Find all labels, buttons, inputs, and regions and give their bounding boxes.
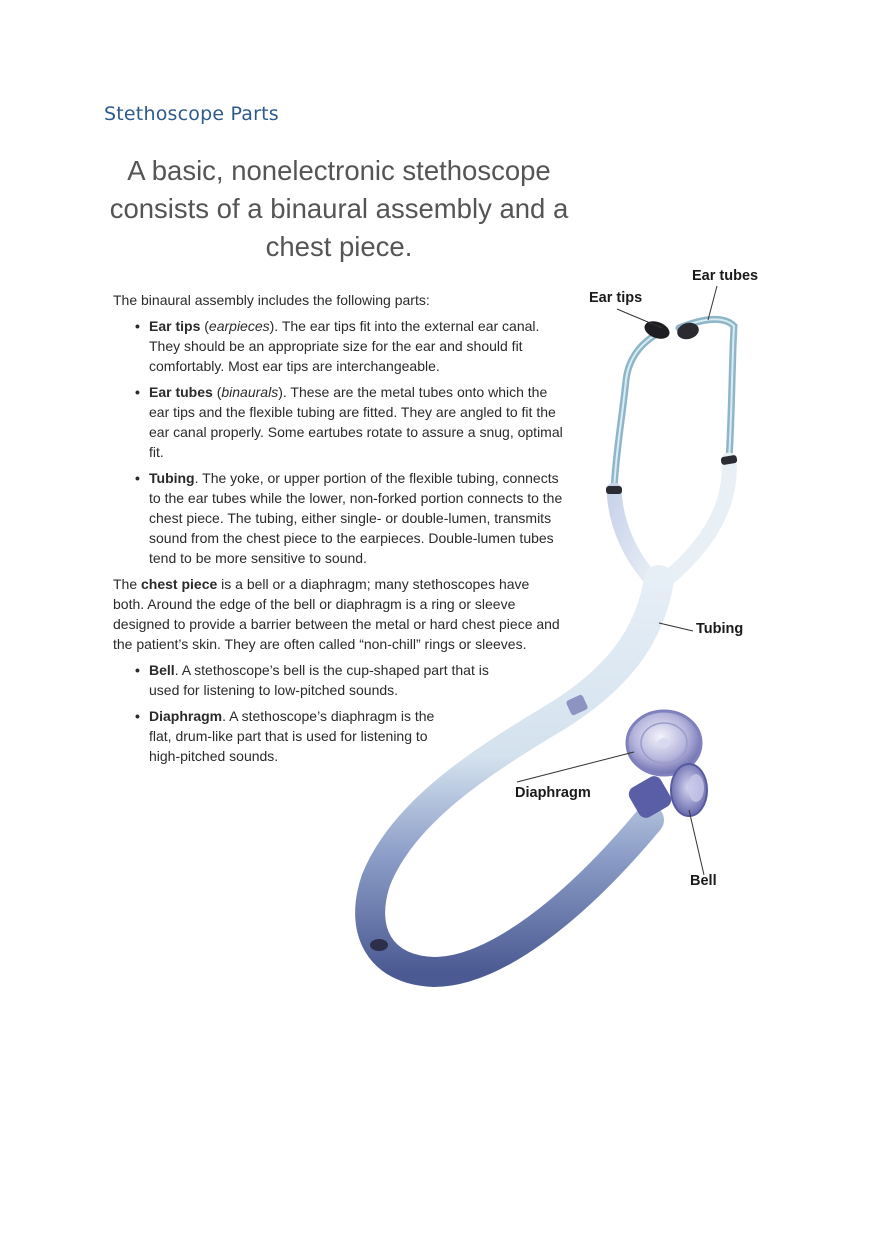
callout-bell: Bell	[690, 873, 717, 889]
figure-body-text	[113, 290, 563, 772]
term: chest piece	[141, 576, 218, 592]
callout-ear-tips: Ear tips	[589, 290, 643, 306]
binaural-parts-list	[113, 316, 563, 568]
definition: is a bell or a diaphragm; many stethoscopes have both. Around the edge of the bell or diaphragm is a ring or sleeve designed to provide a barrier between the metal or hard chest piece and the patient’s skin. They are often called “non-chill” rings or sleeves.	[113, 576, 560, 652]
definition: A stethoscope’s bell is the cup-shaped part that is used for listening to low-pitched sounds.	[149, 662, 489, 698]
term: Ear tubes	[149, 384, 213, 400]
definition: The ear tips fit into the external ear canal. They should be an appropriate size for the ear and should fit comfortably. Most ear tips are interchangeable.	[149, 318, 540, 374]
list-item-tubing: • Tubing. The yoke, or upper portion of the flexible tubing, connects to the ear tubes while the lower, non-forked portion connects to the chest piece. The tubing, either single- or double-lumen, transmits sound from the chest piece to the earpieces. Double-lumen tubes tend to be more sensitive to sound.	[135, 468, 563, 568]
figure-headline: A basic, nonelectronic stethoscope consists of a binaural assembly and a chest piece.	[109, 155, 569, 262]
term: Ear tips	[149, 318, 201, 334]
list-item-ear-tips: • Ear tips (earpieces). The ear tips fit into the external ear canal. They should be an appropriate size for the ear and should fit comfortably. Most ear tips are interchangeable.	[135, 316, 563, 376]
binaural-intro: The binaural assembly includes the following parts:	[113, 292, 430, 308]
term: Bell	[149, 662, 175, 678]
list-item-bell: • Bell. A stethoscope’s bell is the cup-shaped part that is used for listening to low-pitched sounds.	[135, 660, 489, 700]
page-title: Stethoscope Parts	[104, 103, 279, 125]
definition: These are the metal tubes onto which the ear tips and the flexible tubing are fitted. They are angled to fit the ear canal properly. Some eartubes rotate to assure a snug, optimal fit.	[149, 384, 563, 460]
chest-piece-paragraph	[113, 574, 563, 654]
callout-ear-tubes: Ear tubes	[692, 268, 759, 284]
stethoscope-figure	[104, 140, 784, 1000]
chest-piece-prefix: The	[113, 576, 138, 592]
list-item-diaphragm: • Diaphragm. A stethoscope’s diaphragm is the flat, drum-like part that is used for listening to high-pitched sounds.	[135, 706, 449, 766]
bell-shape	[671, 764, 707, 816]
alt-term: binaurals	[221, 384, 279, 400]
alt-term: earpieces	[208, 318, 270, 334]
yoke-shape	[606, 455, 738, 580]
term: Diaphragm	[149, 708, 223, 724]
chest-parts-list	[113, 660, 563, 766]
ear-tubes-shape	[614, 319, 734, 490]
term: Tubing	[149, 470, 195, 486]
callout-diaphragm: Diaphragm	[515, 785, 591, 801]
callout-tubing: Tubing	[696, 621, 744, 637]
definition: A stethoscope’s diaphragm is the flat, drum-like part that is used for listening to high-pitched sounds.	[149, 708, 435, 764]
definition: The yoke, or upper portion of the flexible tubing, connects to the ear tubes while the lower, non-forked portion connects to the chest piece. The tubing, either single- or double-lumen, transmits sound from the chest piece to the earpieces. Double-lumen tubes tend to be more sensitive to sound.	[149, 470, 563, 566]
list-item-ear-tubes: • Ear tubes (binaurals). These are the metal tubes onto which the ear tips and the flexible tubing are fitted. They are angled to fit the ear canal properly. Some eartubes rotate to assure a snug, optimal fit.	[135, 382, 563, 462]
